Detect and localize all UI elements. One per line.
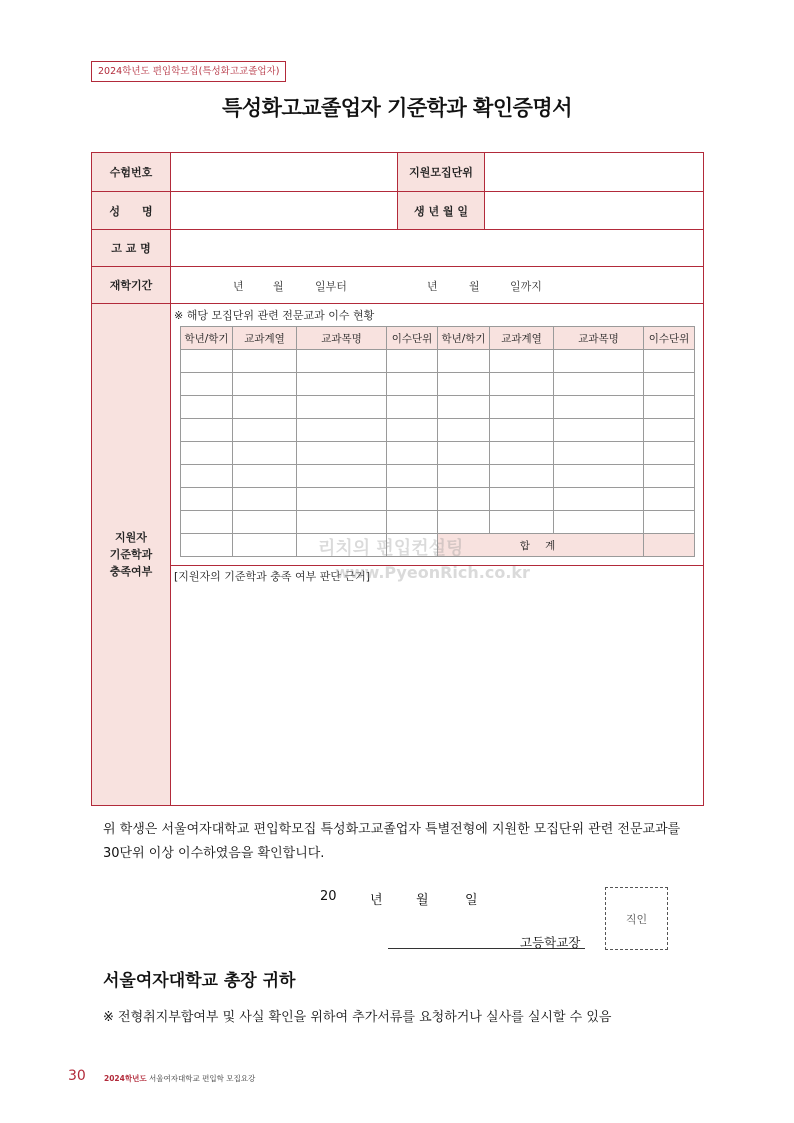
table-cell[interactable]	[297, 419, 387, 442]
table-cell[interactable]	[297, 350, 387, 373]
table-cell[interactable]	[490, 396, 554, 419]
table-cell[interactable]	[181, 511, 233, 534]
table-cell[interactable]	[297, 488, 387, 511]
table-cell[interactable]	[644, 488, 695, 511]
table-cell[interactable]	[387, 488, 438, 511]
table-cell[interactable]	[490, 419, 554, 442]
table-row	[181, 350, 695, 373]
from-month: 월	[273, 280, 284, 293]
page-number: 30	[68, 1068, 86, 1084]
addressee: 서울여자대학교 총장 귀하	[103, 971, 296, 991]
period-label: 재학기간	[92, 267, 170, 303]
table-cell[interactable]	[181, 488, 233, 511]
document-tag: 2024학년도 편입학모집(특성화고교졸업자)	[91, 61, 286, 82]
table-cell[interactable]	[387, 350, 438, 373]
table-row	[181, 511, 695, 534]
birth-label: 생 년 월 일	[398, 192, 484, 229]
table-cell[interactable]	[297, 465, 387, 488]
statement-line-2: 30단위 이상 이수하였음을 확인합니다.	[103, 846, 325, 861]
column-header: 교과계열	[490, 327, 554, 350]
date-year: 20	[320, 889, 337, 904]
table-row	[181, 488, 695, 511]
table-cell[interactable]	[644, 465, 695, 488]
table-cell[interactable]	[490, 465, 554, 488]
criteria-label-line-2: 기준학과	[109, 548, 153, 561]
seal-label: 직인	[625, 912, 648, 926]
table-cell[interactable]	[438, 350, 490, 373]
table-cell[interactable]	[644, 396, 695, 419]
table-cell[interactable]	[438, 442, 490, 465]
table-cell[interactable]	[490, 350, 554, 373]
column-header: 교과계열	[233, 327, 297, 350]
table-cell[interactable]	[554, 350, 644, 373]
table-cell[interactable]	[181, 465, 233, 488]
certificate-form	[91, 152, 704, 806]
column-header: 교과목명	[554, 327, 644, 350]
table-cell[interactable]	[438, 488, 490, 511]
table-cell[interactable]	[490, 373, 554, 396]
table-cell[interactable]	[233, 511, 297, 534]
table-cell[interactable]	[438, 419, 490, 442]
table-cell[interactable]	[387, 465, 438, 488]
statement-line-1: 위 학생은 서울여자대학교 편입학모집 특성화고교졸업자 특별전형에 지원한 모집단위 관련 전문교과를	[103, 822, 681, 837]
to-day: 일까지	[510, 280, 542, 293]
table-cell[interactable]	[233, 488, 297, 511]
table-cell[interactable]	[554, 442, 644, 465]
table-cell[interactable]	[233, 534, 297, 557]
table-cell[interactable]	[490, 442, 554, 465]
judgement-field[interactable]	[171, 585, 703, 805]
course-table	[180, 326, 695, 557]
exam-number-field[interactable]	[171, 153, 397, 191]
table-cell[interactable]	[438, 373, 490, 396]
table-cell[interactable]	[387, 373, 438, 396]
table-cell[interactable]	[387, 511, 438, 534]
table-cell[interactable]	[233, 442, 297, 465]
table-cell[interactable]	[490, 511, 554, 534]
date-year-unit: 년	[370, 893, 383, 908]
column-header: 학년/학기	[438, 327, 490, 350]
sum-value-cell[interactable]	[644, 534, 695, 557]
table-cell[interactable]	[387, 442, 438, 465]
table-cell[interactable]	[297, 373, 387, 396]
apply-unit-field[interactable]	[485, 153, 703, 191]
criteria-label	[92, 304, 170, 805]
from-year: 년	[233, 280, 244, 293]
apply-unit-label: 지원모집단위	[398, 153, 484, 191]
column-header: 학년/학기	[181, 327, 233, 350]
column-header: 이수단위	[644, 327, 695, 350]
table-cell[interactable]	[644, 442, 695, 465]
column-header: 교과목명	[297, 327, 387, 350]
course-note: ※ 해당 모집단위 관련 전문교과 이수 현황	[174, 309, 375, 322]
table-cell[interactable]	[233, 419, 297, 442]
official-seal-box	[605, 887, 668, 950]
table-row	[181, 396, 695, 419]
table-cell[interactable]	[233, 465, 297, 488]
table-row	[181, 373, 695, 396]
table-row	[181, 465, 695, 488]
table-cell[interactable]	[644, 419, 695, 442]
course-table-header	[181, 327, 695, 350]
table-cell[interactable]	[644, 511, 695, 534]
table-cell[interactable]	[387, 396, 438, 419]
table-row	[181, 442, 695, 465]
criteria-label-line-1: 지원자	[115, 531, 147, 544]
to-month: 월	[469, 280, 480, 293]
exam-number-label: 수험번호	[92, 153, 170, 191]
table-cell[interactable]	[644, 373, 695, 396]
watermark-text: 리치의 편입컨설팅	[318, 538, 464, 559]
table-cell[interactable]	[181, 442, 233, 465]
table-cell[interactable]	[181, 534, 233, 557]
to-year: 년	[427, 280, 438, 293]
table-cell[interactable]	[554, 419, 644, 442]
column-header: 이수단위	[387, 327, 438, 350]
school-label: 고 교 명	[92, 230, 170, 266]
date-month-unit: 월	[416, 893, 429, 908]
judgement-note: [지원자의 기준학과 충족 여부 판단 근거]	[174, 570, 371, 583]
table-cell[interactable]	[233, 373, 297, 396]
page-title: 특성화고교졸업자 기준학과 확인증명서	[222, 96, 572, 120]
table-cell[interactable]	[554, 373, 644, 396]
confirmation-statement	[103, 818, 713, 866]
school-field[interactable]	[171, 230, 703, 266]
footer-title	[104, 1073, 255, 1084]
table-cell[interactable]	[438, 511, 490, 534]
table-row	[181, 419, 695, 442]
table-cell[interactable]	[297, 442, 387, 465]
principal-label: 고등학교장	[520, 935, 581, 950]
footnote: ※ 전형취지부합여부 및 사실 확인을 위하여 추가서류를 요청하거나 실사를 실시할 수 있음	[103, 1010, 612, 1025]
table-cell[interactable]	[438, 396, 490, 419]
table-cell[interactable]	[297, 511, 387, 534]
table-cell[interactable]	[644, 350, 695, 373]
watermark-url: www.PyeonRich.co.kr	[335, 563, 530, 582]
table-cell[interactable]	[554, 511, 644, 534]
table-cell[interactable]	[181, 419, 233, 442]
table-cell[interactable]	[554, 488, 644, 511]
name-field[interactable]	[171, 192, 397, 229]
sum-label: 합 계	[438, 534, 644, 557]
table-cell[interactable]	[233, 350, 297, 373]
table-cell[interactable]	[181, 373, 233, 396]
criteria-label-line-3: 충족여부	[109, 565, 153, 578]
table-cell[interactable]	[181, 350, 233, 373]
table-cell[interactable]	[554, 396, 644, 419]
table-cell[interactable]	[297, 396, 387, 419]
table-cell[interactable]	[387, 419, 438, 442]
date-day-unit: 일	[465, 893, 478, 908]
footer-doc-title: 서울여자대학교 편입학 모집요강	[149, 1074, 256, 1083]
footer-year: 2024학년도	[104, 1074, 147, 1083]
from-day: 일부터	[315, 280, 347, 293]
table-cell[interactable]	[233, 396, 297, 419]
table-cell[interactable]	[490, 488, 554, 511]
table-cell[interactable]	[554, 465, 644, 488]
name-label: 성 명	[92, 192, 170, 229]
table-cell[interactable]	[181, 396, 233, 419]
birth-field[interactable]	[485, 192, 703, 229]
table-cell[interactable]	[438, 465, 490, 488]
